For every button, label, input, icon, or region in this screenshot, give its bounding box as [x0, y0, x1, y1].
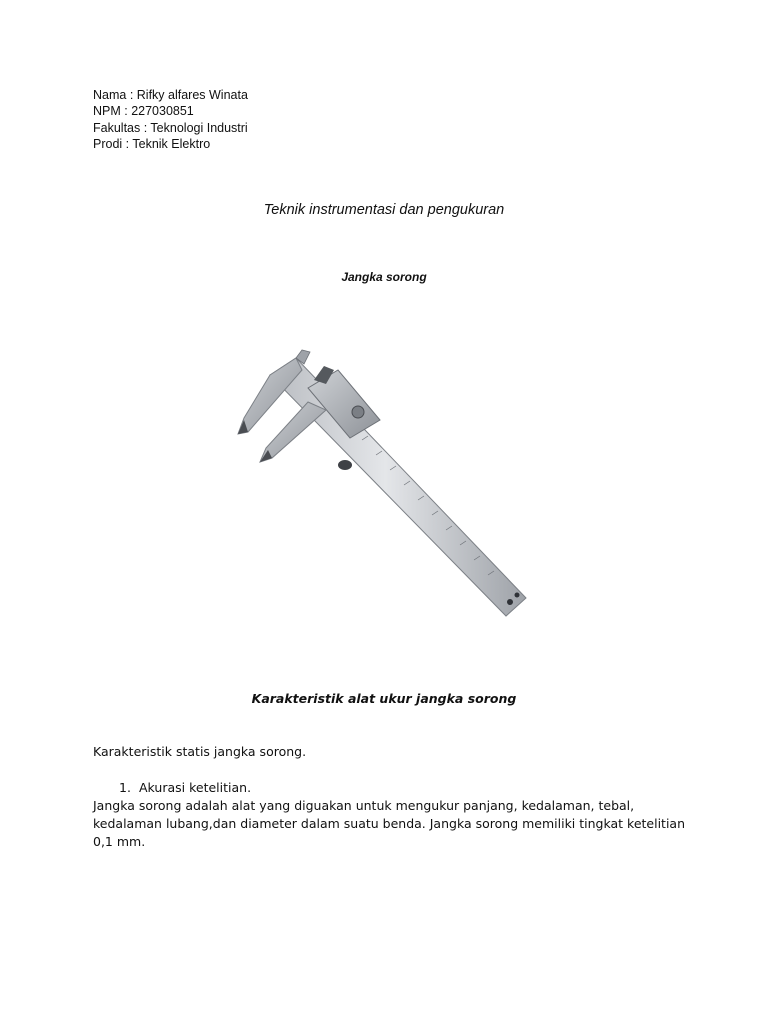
- list-item-text: Akurasi ketelitian.: [139, 780, 252, 795]
- body-paragraph: Jangka sorong adalah alat yang diguakan untuk mengukur panjang, kedalaman, tebal, kedalaman lubang,dan diameter dalam suatu benda. Jangka sorong memiliki tingkat ketelitian 0,1 mm.: [93, 798, 686, 849]
- document-subtitle: Jangka sorong: [341, 270, 427, 284]
- student-program: Prodi : Teknik Elektro: [93, 136, 211, 151]
- list-item-number: 1.: [119, 780, 131, 795]
- student-faculty: Fakultas : Teknologi Industri: [93, 120, 248, 135]
- list-item: [119, 780, 251, 795]
- student-npm: NPM : 227030851: [93, 104, 194, 119]
- vernier-caliper-image: [230, 340, 540, 630]
- student-name: Nama : Rifky alfares Winata: [93, 88, 248, 102]
- student-info: [93, 87, 248, 152]
- section-heading: Karakteristik alat ukur jangka sorong: [251, 691, 517, 706]
- intro-text: Karakteristik statis jangka sorong.: [93, 744, 307, 759]
- document-title: Teknik instrumentasi dan pengukuran: [263, 202, 505, 218]
